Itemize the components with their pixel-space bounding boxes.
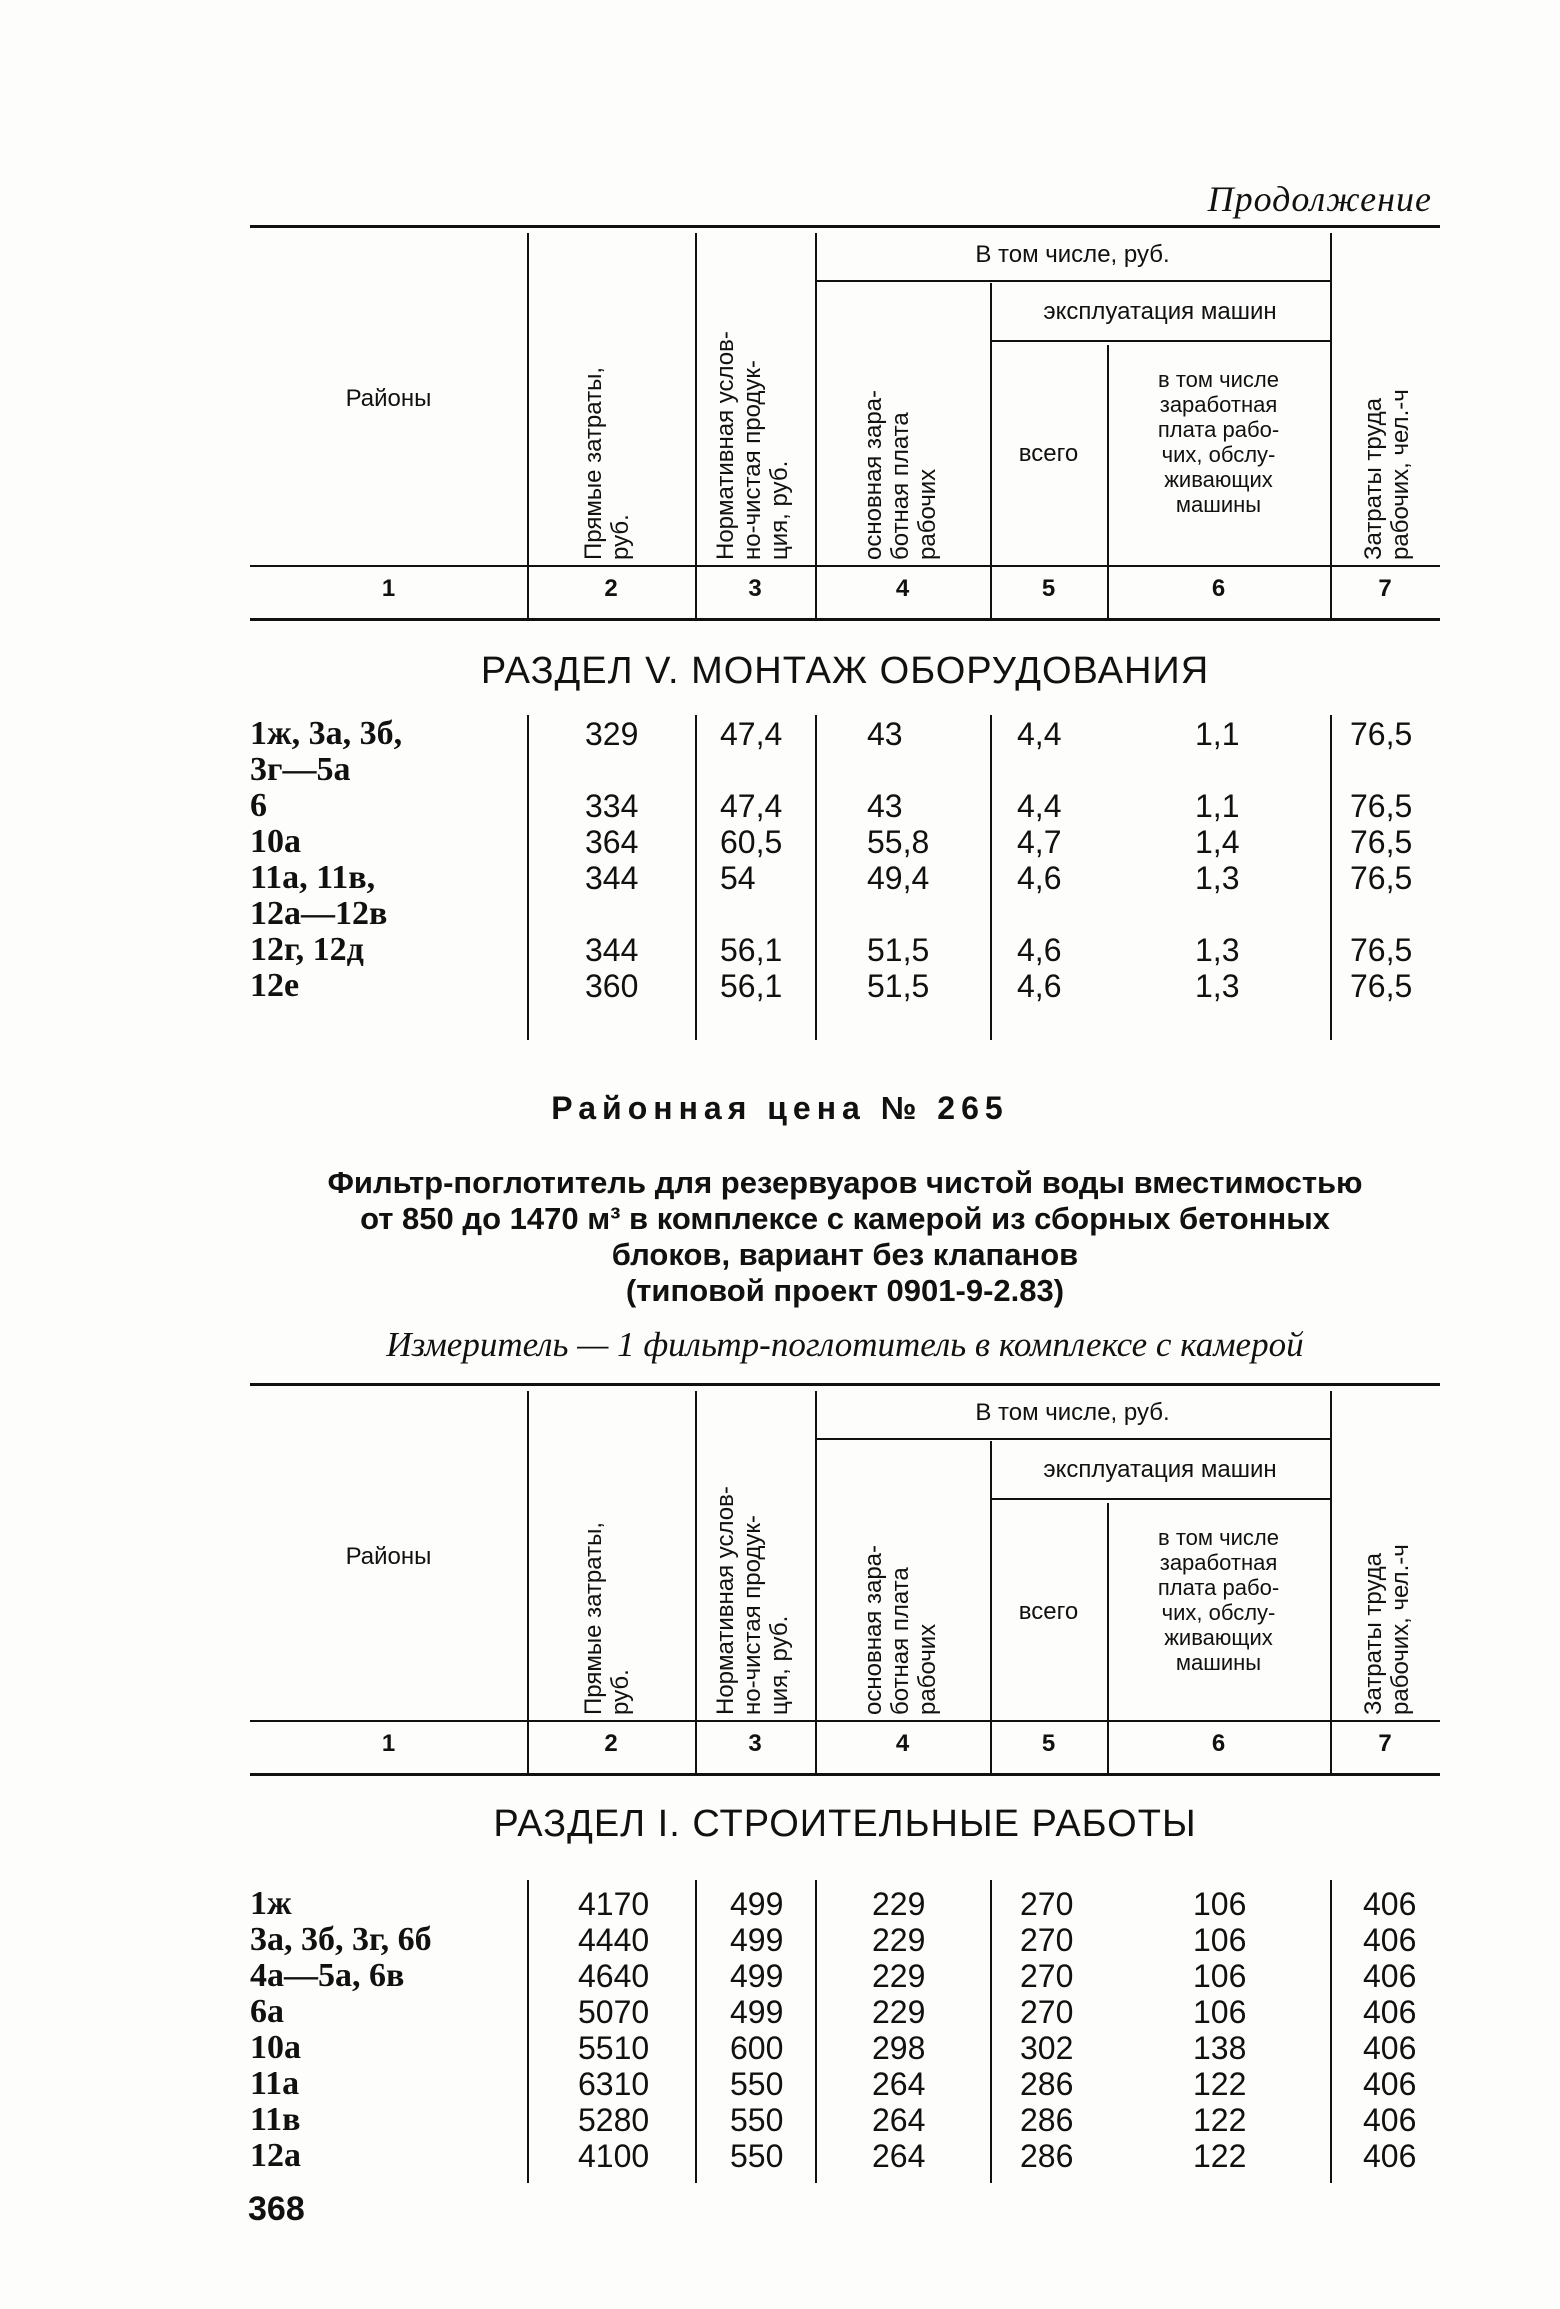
region-cell: 11а xyxy=(250,2065,300,2102)
base-wage-cell: 55,8 xyxy=(867,824,930,860)
region-cell: 12а—12в xyxy=(250,895,388,932)
labor-cell: 76,5 xyxy=(1350,932,1413,968)
region-cell: 3а, 3б, 3г, 6б xyxy=(250,1921,432,1958)
labor-cell: 76,5 xyxy=(1350,860,1413,896)
labor-cell: 76,5 xyxy=(1350,968,1413,1004)
machine-wage-cell: 106 xyxy=(1193,1886,1247,1922)
normative-header: Нормативная услов- но-чистая продук- ция, руб. xyxy=(712,1486,793,1715)
table-row xyxy=(250,788,1440,824)
direct-costs-cell: 4100 xyxy=(578,2138,650,2174)
region-cell: 6а xyxy=(250,1993,284,2030)
col-num-3: 3 xyxy=(748,575,762,602)
normative-cell: 550 xyxy=(730,2066,784,2102)
direct-costs-cell: 329 xyxy=(585,716,639,752)
description-line: Фильтр-поглотитель для резервуаров чистой воды вместимостью xyxy=(327,1165,1363,1200)
table-row xyxy=(250,716,1440,752)
description-line: (типовой проект 0901-9-2.83) xyxy=(625,1273,1065,1308)
normative-header: Нормативная услов- но-чистая продук- ция, руб. xyxy=(712,331,793,560)
region-cell: 10а xyxy=(250,2029,301,2066)
base-wage-cell: 229 xyxy=(872,1922,926,1958)
direct-costs-cell: 6310 xyxy=(578,2066,650,2102)
machine-wage-cell: 138 xyxy=(1193,2030,1247,2066)
col-num-6: 6 xyxy=(1211,575,1226,602)
base-wage-cell: 51,5 xyxy=(867,968,930,1004)
table-row xyxy=(250,2102,1440,2138)
region-cell: 11в xyxy=(250,2101,301,2138)
col-num-7: 7 xyxy=(1378,1730,1392,1757)
normative-cell: 56,1 xyxy=(720,932,783,968)
table-row xyxy=(250,860,1440,896)
col-num-4: 4 xyxy=(895,575,910,602)
machine-total-cell: 4,4 xyxy=(1017,788,1062,824)
region-cell: 1ж xyxy=(250,1885,292,1922)
table-row xyxy=(250,1886,1440,1922)
labor-cell: 406 xyxy=(1363,2138,1417,2174)
base-wage-cell: 229 xyxy=(872,1958,926,1994)
normative-cell: 47,4 xyxy=(720,716,783,752)
incl-wage-header: в том числе заработная плата рабо- чих, обслу- живающих машины xyxy=(1157,367,1280,517)
price-title: Районная цена № 265 xyxy=(551,1090,1009,1126)
region-cell: 12а xyxy=(250,2137,301,2174)
col-num-5: 5 xyxy=(1041,1730,1056,1757)
machine-total-cell: 286 xyxy=(1020,2102,1074,2138)
machine-total-cell: 302 xyxy=(1020,2030,1074,2066)
direct-costs-cell: 5510 xyxy=(578,2030,650,2066)
table-row xyxy=(250,1922,1440,1958)
machine-total-cell: 4,6 xyxy=(1017,932,1062,968)
total-header: всего xyxy=(1018,440,1079,467)
machine-wage-cell: 1,3 xyxy=(1195,968,1240,1004)
region-cell: 4а—5а, 6в xyxy=(250,1957,405,1994)
normative-cell: 550 xyxy=(730,2102,784,2138)
base-wage-header: основная зара- ботная плата рабочих xyxy=(860,389,941,560)
normative-cell: 499 xyxy=(730,1994,784,2030)
machine-total-cell: 270 xyxy=(1020,1994,1074,2030)
region-cell: 10а xyxy=(250,823,301,860)
regions-header: Районы xyxy=(345,385,432,412)
regions-header: Районы xyxy=(345,1543,432,1570)
col-num-2: 2 xyxy=(604,575,618,602)
region-cell: 12г, 12д xyxy=(250,931,364,968)
normative-cell: 600 xyxy=(730,2030,784,2066)
labor-cell: 406 xyxy=(1363,2030,1417,2066)
base-wage-cell: 229 xyxy=(872,1994,926,2030)
normative-cell: 499 xyxy=(730,1886,784,1922)
direct-costs-cell: 334 xyxy=(585,788,639,824)
continuation-label: Продолжение xyxy=(1207,179,1432,219)
direct-costs-cell: 344 xyxy=(585,860,639,896)
machine-wage-cell: 1,4 xyxy=(1195,824,1240,860)
machine-operation-header: эксплуатация машин xyxy=(1043,298,1277,325)
table-header-2 xyxy=(250,1383,1440,1783)
region-cell: 6 xyxy=(250,787,267,824)
col-num-2: 2 xyxy=(604,1730,618,1757)
section-v-title: РАЗДЕЛ V. МОНТАЖ ОБОРУДОВАНИЯ xyxy=(480,650,1210,692)
direct-costs-header: Прямые затраты, руб. xyxy=(580,367,634,560)
labor-header: Затраты труда рабочих, чел.-ч xyxy=(1360,1544,1414,1715)
price-description xyxy=(250,1165,1440,1309)
normative-cell: 499 xyxy=(730,1958,784,1994)
machine-total-cell: 270 xyxy=(1020,1922,1074,1958)
machine-total-cell: 286 xyxy=(1020,2138,1074,2174)
direct-costs-cell: 4170 xyxy=(578,1886,650,1922)
labor-cell: 406 xyxy=(1363,2066,1417,2102)
machine-wage-cell: 122 xyxy=(1193,2138,1247,2174)
base-wage-cell: 43 xyxy=(867,716,903,752)
base-wage-cell: 264 xyxy=(872,2138,926,2174)
base-wage-cell: 264 xyxy=(872,2102,926,2138)
machine-operation-header: эксплуатация машин xyxy=(1043,1456,1277,1483)
table-row xyxy=(250,1958,1440,1994)
table-row xyxy=(250,752,1440,788)
machine-wage-cell: 1,1 xyxy=(1195,716,1240,752)
table-header-1 xyxy=(250,225,1440,625)
col-num-3: 3 xyxy=(748,1730,762,1757)
table-row xyxy=(250,2138,1440,2174)
direct-costs-cell: 5070 xyxy=(578,1994,650,2030)
table-row xyxy=(250,896,1440,932)
labor-header: Затраты труда рабочих, чел.-ч xyxy=(1360,389,1414,560)
labor-cell: 406 xyxy=(1363,1958,1417,1994)
page-number: 368 xyxy=(248,2190,305,2228)
machine-total-cell: 4,6 xyxy=(1017,860,1062,896)
table-row xyxy=(250,2030,1440,2066)
normative-cell: 54 xyxy=(720,860,756,896)
table-row xyxy=(250,1994,1440,2030)
base-wage-cell: 298 xyxy=(872,2030,926,2066)
region-cell: 11а, 11в, xyxy=(250,859,376,896)
labor-cell: 406 xyxy=(1363,1886,1417,1922)
col-num-4: 4 xyxy=(895,1730,910,1757)
base-wage-cell: 43 xyxy=(867,788,903,824)
region-cell: 1ж, 3а, 3б, xyxy=(250,715,403,752)
col-num-1: 1 xyxy=(381,575,396,602)
table-row xyxy=(250,824,1440,860)
table-row xyxy=(250,2066,1440,2102)
direct-costs-cell: 5280 xyxy=(578,2102,650,2138)
base-wage-cell: 264 xyxy=(872,2066,926,2102)
measure-label: Измеритель — 1 фильтр-поглотитель в комплексе с камерой xyxy=(386,1325,1304,1364)
machine-wage-cell: 106 xyxy=(1193,1922,1247,1958)
machine-total-cell: 270 xyxy=(1020,1886,1074,1922)
normative-cell: 60,5 xyxy=(720,824,783,860)
machine-wage-cell: 122 xyxy=(1193,2102,1247,2138)
region-cell: 12е xyxy=(250,967,300,1004)
normative-cell: 499 xyxy=(730,1922,784,1958)
machine-total-cell: 286 xyxy=(1020,2066,1074,2102)
machine-wage-cell: 106 xyxy=(1193,1994,1247,2030)
total-header: всего xyxy=(1018,1598,1079,1625)
table-row xyxy=(250,968,1440,1004)
direct-costs-cell: 364 xyxy=(585,824,639,860)
machine-total-cell: 4,7 xyxy=(1017,824,1062,860)
incl-wage-header: в том числе заработная плата рабо- чих, обслу- живающих машины xyxy=(1157,1525,1280,1675)
direct-costs-cell: 360 xyxy=(585,968,639,1004)
description-line: от 850 до 1470 м³ в комплексе с камерой из сборных бетонных xyxy=(360,1201,1330,1236)
col-num-5: 5 xyxy=(1041,575,1056,602)
machine-total-cell: 270 xyxy=(1020,1958,1074,1994)
direct-costs-cell: 4440 xyxy=(578,1922,650,1958)
labor-cell: 406 xyxy=(1363,1922,1417,1958)
col-num-7: 7 xyxy=(1378,575,1392,602)
machine-wage-cell: 106 xyxy=(1193,1958,1247,1994)
normative-cell: 47,4 xyxy=(720,788,783,824)
normative-cell: 550 xyxy=(730,2138,784,2174)
direct-costs-cell: 344 xyxy=(585,932,639,968)
region-cell: 3г—5а xyxy=(250,751,351,788)
machine-wage-cell: 1,1 xyxy=(1195,788,1240,824)
including-rub-header: В том числе, руб. xyxy=(975,1399,1170,1426)
labor-cell: 76,5 xyxy=(1350,788,1413,824)
labor-cell: 406 xyxy=(1363,2102,1417,2138)
machine-total-cell: 4,6 xyxy=(1017,968,1062,1004)
section-i-title: РАЗДЕЛ I. СТРОИТЕЛЬНЫЕ РАБОТЫ xyxy=(493,1803,1197,1845)
labor-cell: 76,5 xyxy=(1350,824,1413,860)
base-wage-cell: 51,5 xyxy=(867,932,930,968)
machine-wage-cell: 1,3 xyxy=(1195,860,1240,896)
base-wage-header: основная зара- ботная плата рабочих xyxy=(860,1544,941,1715)
col-num-1: 1 xyxy=(381,1730,396,1757)
base-wage-cell: 49,4 xyxy=(867,860,930,896)
machine-wage-cell: 122 xyxy=(1193,2066,1247,2102)
table-row xyxy=(250,932,1440,968)
col-num-6: 6 xyxy=(1211,1730,1226,1757)
labor-cell: 406 xyxy=(1363,1994,1417,2030)
description-line: блоков, вариант без клапанов xyxy=(611,1237,1079,1272)
base-wage-cell: 229 xyxy=(872,1886,926,1922)
machine-total-cell: 4,4 xyxy=(1017,716,1062,752)
direct-costs-header: Прямые затраты, руб. xyxy=(580,1522,634,1715)
machine-wage-cell: 1,3 xyxy=(1195,932,1240,968)
normative-cell: 56,1 xyxy=(720,968,783,1004)
including-rub-header: В том числе, руб. xyxy=(975,241,1170,268)
labor-cell: 76,5 xyxy=(1350,716,1413,752)
direct-costs-cell: 4640 xyxy=(578,1958,650,1994)
